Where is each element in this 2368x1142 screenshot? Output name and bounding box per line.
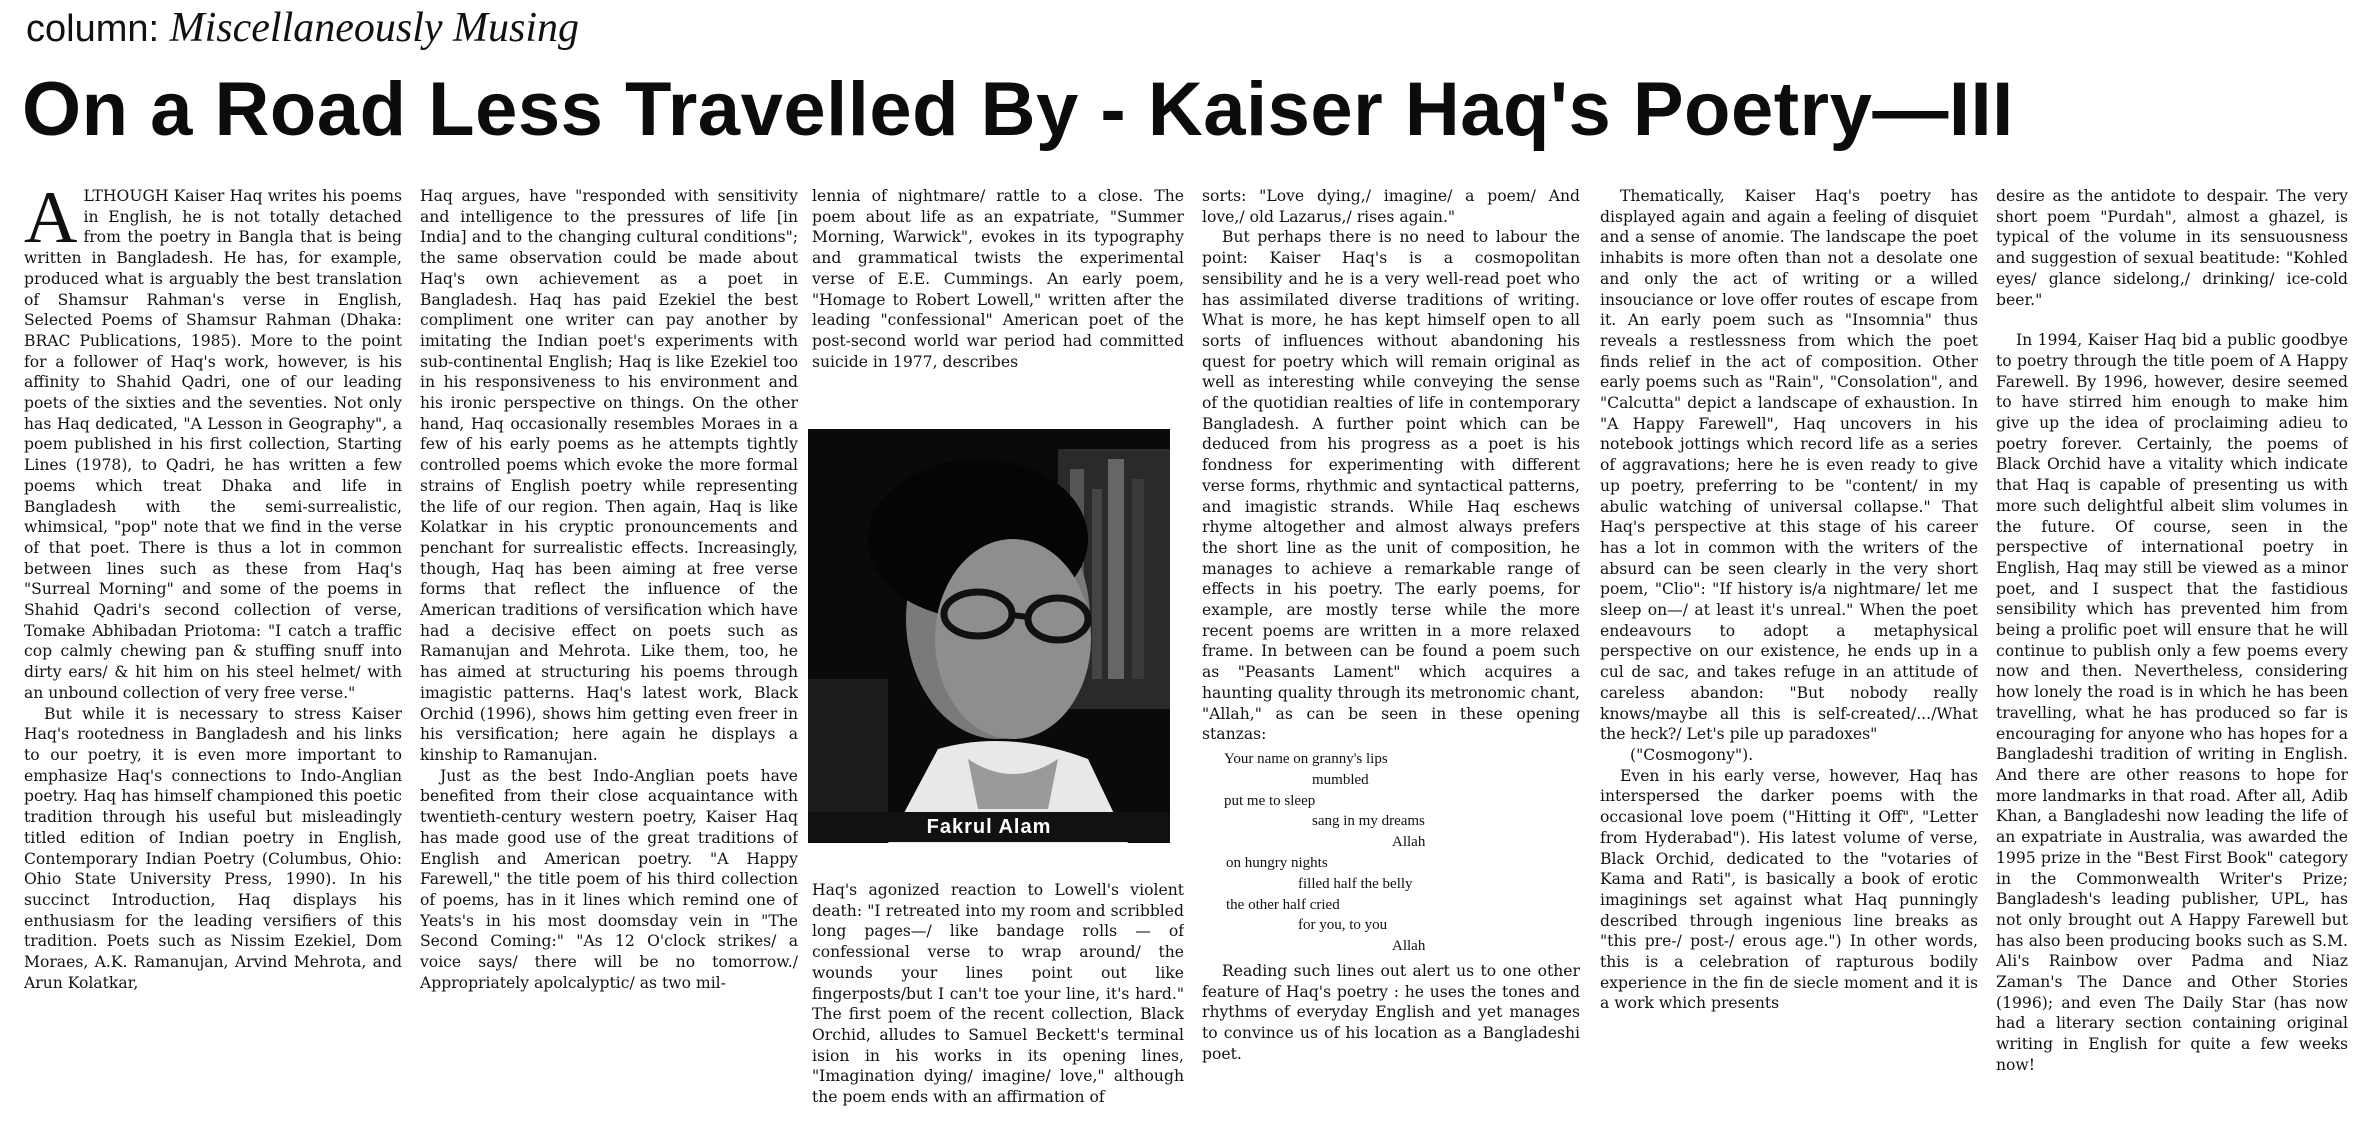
article-column-3-top xyxy=(812,186,1184,418)
poem-line: Allah xyxy=(1392,938,1426,955)
author-photo xyxy=(808,429,1170,843)
paragraph: sorts: "Love dying,/ imagine/ a poem/ And love,/ old Lazarus,/ rises again." xyxy=(1202,187,1580,226)
paragraph: Just as the best Indo-Anglian poets have benefited from their close acquaintance with twentieth-century western poetry, Kaiser Haq has made good use of the great traditions of English and American poetry. "A Happy Farewell," the title poem of his third collection of poems, has in it lines which remind one of Yeats's in his most doomsday vein in "The Second Coming:" "As 12 O'clock strikes/ a voice says/ there will be no tomorrow./ Appropriately apolcalyptic/ as two mil- xyxy=(420,766,798,992)
poem-line: the other half cried xyxy=(1226,896,1340,913)
paragraph xyxy=(24,186,402,704)
article-column-1 xyxy=(24,186,402,1136)
poem-line: sang in my dreams xyxy=(1312,813,1425,830)
poem-line: put me to sleep xyxy=(1224,792,1316,809)
article-column-2 xyxy=(420,186,798,1136)
portrait-image xyxy=(808,429,1170,843)
poem-line: Allah xyxy=(1392,834,1426,851)
poem-line: Your name on granny's lips xyxy=(1224,750,1388,767)
paragraph: But while it is necessary to stress Kaiser Haq's rootedness in Bangladesh and his links to our poetry, it is even more important to emphasize Haq's connections to Indo-Anglian poetry. Haq has himself championed this poetic tradition through his useful but misleadingly titled edition of Indian poetry in English, Contemporary Indian Poetry (Columbus, Ohio: Ohio State University Press, 1990). In his succinct Introduction, Haq displays his enthusiasm for the leading versifiers of this tradition. Poets such as Nissim Ezekiel, Dom Moraes, A.K. Ramanujan, Arvind Mehrota, and Arun Kolatkar, xyxy=(24,704,402,992)
poem-line: mumbled xyxy=(1312,771,1369,788)
paragraph: Reading such lines out alert us to one other feature of Haq's poetry : he uses the tones and rhythms of everyday English and yet manages to convince us of his location as a Bangladeshi poet. xyxy=(1202,961,1580,1063)
article-column-5 xyxy=(1600,186,1978,1136)
paragraph: In 1994, Kaiser Haq bid a public goodbye to poetry through the title poem of A Happy Farewell. By 1996, however, desire seemed to have stirred him enough to make him give up the idea of proclaiming adieu to poetry forever. Certainly, the poems of Black Orchid have a vitality which indicate that Haq is capable of presenting us with more such delightful albeit slim volumes in the future. Of course, seen in the perspective of international poetry in English, Haq may still be viewed as a minor poet, and I suspect that the fastidious sensibility which has prevented him from being a prolific poet will ensure that he will continue to publish only a few poems every now and then. Nevertheless, considering how lonely the road is in which he has been travelling, what he has produced so far is encouraging for anyone who has hopes for a Bangladeshi tradition of writing in English. And there are other reasons to hope for more landmarks in that road. After all, Adib Khan, a Bangladeshi now leading the life of an expatriate in Australia, was awarded the 1995 prize in the "Best First Book" category in the Commonwealth Writer's Prize; Bangladesh's leading publisher, UPL, has not only brought out A Happy Farewell but has also been producing books such as S.M. Ali's Rainbow over Padma and Niaz Zaman's The Dance and Other Stories (1996); and even The Daily Star (has now had a literary section containing original writing in English for quite a few weeks now! xyxy=(1996,331,2348,1074)
citation: ("Cosmogony"). xyxy=(1630,745,1754,764)
kicker-prefix: column: xyxy=(26,8,170,50)
poem-excerpt xyxy=(1202,749,1580,957)
poem-line: filled half the belly xyxy=(1298,875,1413,892)
article-column-3-bottom xyxy=(812,880,1184,1138)
paragraph: Haq's agonized reaction to Lowell's violent death: "I retreated into my room and scribbled long pages—/ like bandage rolls — of confessional verse to wrap around/ the wounds your lines point out like fingerposts/but I can't toe your line, it's hard." The first poem of the recent collection, Black Orchid, alludes to Samuel Beckett's terminal ision in his works in its opening lines, "Imagination dying/ imagine/ love," although the poem ends with an affirmation of xyxy=(812,881,1184,1107)
poem-line: on hungry nights xyxy=(1226,854,1328,871)
photo-caption: Fakrul Alam xyxy=(808,812,1170,842)
article-headline: On a Road Less Travelled By - Kaiser Haq's Poetry—III xyxy=(22,67,2014,152)
paragraph-text: LTHOUGH Kaiser Haq writes his poems in English, he is not totally detached from the poetry in Bangla that is being written in Bangladesh. He has, for example, produced what is arguably the best translation of Shamsur Rahman's verse in English, Selected Poems of Shamsur Rahman (Dhaka: BRAC Publications, 1985). More to the point for a follower of Haq's work, however, is his affinity to Shahid Qadri, one of our leading poets of the sixties and the seventies. Not only has Haq dedicated, "A Lesson in Geography", a poem published in his first collection, Starting Lines (1978), to Qadri, he has written a few poems which treat Dhaka and life in Bangladesh with the semi-surrealistic, whimsical, "pop" note that we find in the verse of that poet. There is thus a lot in common between lines such as these from Haq's "Surreal Morning" and some of the poems in Shahid Qadri's second collection of verse, Tomake Abhibadan Priotoma: "I catch a traffic cop calmly chewing pan & stuffing snuff into dirty ears/ & hit him on his steel helmet/ with an unbound collection of very free verse." xyxy=(24,187,402,702)
paragraph: desire as the antidote to despair. The very short poem "Purdah", almost a ghazel, is typical of the volume in its sensuousness and suggestion of sexual beatitude: "Kohled eyes/ glance sidelong,/ drinking/ ice-cold beer." xyxy=(1996,187,2348,309)
article-column-4 xyxy=(1202,186,1580,1136)
column-title: Miscellaneously Musing xyxy=(169,5,580,51)
paragraph: Thematically, Kaiser Haq's poetry has displayed again and again a feeling of disquiet and a sense of anomie. The landscape the poet inhabits is more often than not a desolate one and only the act of writing or a willed insouciance or love offer routes of escape from it. An early poem such as "Insomnia" thus reveals a restlessness from which the poet finds relief in the act of composition. Other early poems such as "Rain", "Consolation", and "Calcutta" depict a landscape of exhaustion. In "A Happy Farewell", Haq uncovers in his notebook jottings which record life as a series of aggravations; here he is even ready to give up poetry, preferring to be "content/ in my abulic watching of universal collapse." That Haq's perspective at this stage of his career has a lot in common with the writers of the absurd can be seen clearly in the very short poem, "Clio": "If history is/a nightmare/ let me sleep on—/ at least it's unreal." When the poet endeavours to adopt a metaphysical perspective on our existence, he ends up in a cul de sac, and takes refuge in an attitude of careless abandon: "But nobody really knows/maybe all this is self-created/.../What the heck?/ Let's pile up paradoxes" xyxy=(1600,187,1978,744)
paragraph: But perhaps there is no need to labour the point: Kaiser Haq's is a cosmopolitan sensibility and he is a very well-read poet who has assimilated diverse traditions of writing. What is more, he has kept himself open to all sorts of influences without abandoning his quest for poetry which will remain original as well as interesting while conveying the sense of the quotidian realties of life in contemporary Bangladesh. A further point which can be deduced from his progress as a poet is his fondness for experimenting with different verse forms, rhythmic and syntactical patterns, and imagistic strands. While Haq eschews rhyme altogether and almost always prefers the short line as the unit of composition, he manages to achieve a remarkable range of effects in his poetry. The early poems, for example, are mostly terse while the more recent poems are written in a more relaxed frame. In between can be found a poem such as "Peasants Lament" which acquires a haunting quality through its metronomic chant, "Allah," as can be seen in these opening stanzas: xyxy=(1202,228,1580,744)
paragraph: lennia of nightmare/ rattle to a close. The poem about life as an expatriate, "Summer Morning, Warwick", evokes in its typography and grammatical twists the experimental verse of E.E. Cummings. An early poem, "Homage to Robert Lowell," written after the leading "confessional" American poet of the post-second world war period had committed suicide in 1977, describes xyxy=(812,187,1184,371)
article-column-6 xyxy=(1996,186,2348,1136)
drop-cap: A xyxy=(24,186,78,259)
paragraph: Haq argues, have "responded with sensitivity and intelligence to the pressures of life [in India] and to the changing cultural conditions"; the same observation could be made about Haq's own achievement as a poet in Bangladesh. Haq has paid Ezekiel the best compliment one writer can pay another by imitating the Indian poet's experiments with sub-continental English; Haq is like Ezekiel too in his responsiveness to his environment and his ironic perspective on things. On the other hand, Haq occasionally resembles Moraes in a few of his early poems as he attempts tightly controlled poems which evoke the more formal strains of English poetry while representing the life of our region. Then again, Haq is like Kolatkar in his cryptic pronouncements and penchant for surrealistic effects. Increasingly, though, Haq has been aiming at free verse forms that reflect the influence of the American traditions of versification which have had a decisive effect on poets such as Ramanujan and Mehrota. Like them, too, he has aimed at structuring his poems through imagistic patterns. Haq's latest work, Black Orchid (1996), shows him getting even freer in his versification; here again he displays a kinship to Ramanujan. xyxy=(420,187,798,764)
column-kicker xyxy=(26,4,579,52)
poem-line: for you, to you xyxy=(1298,917,1388,934)
paragraph: Even in his early verse, however, Haq has interspersed the darker poems with the occasional love poem ("Hitting it Off", "Letter from Hyderabad"). His latest volume of verse, Black Orchid, dedicated to the "votaries of Kama and Rati", is basically a book of erotic imaginings set against what Haq punningly described through ingenious line breaks as "this pre-/ post-/ erous age.") In other words, this is a celebration of rapturous bodily experience in the fin de siecle moment and it is a work which presents xyxy=(1600,766,1978,1013)
